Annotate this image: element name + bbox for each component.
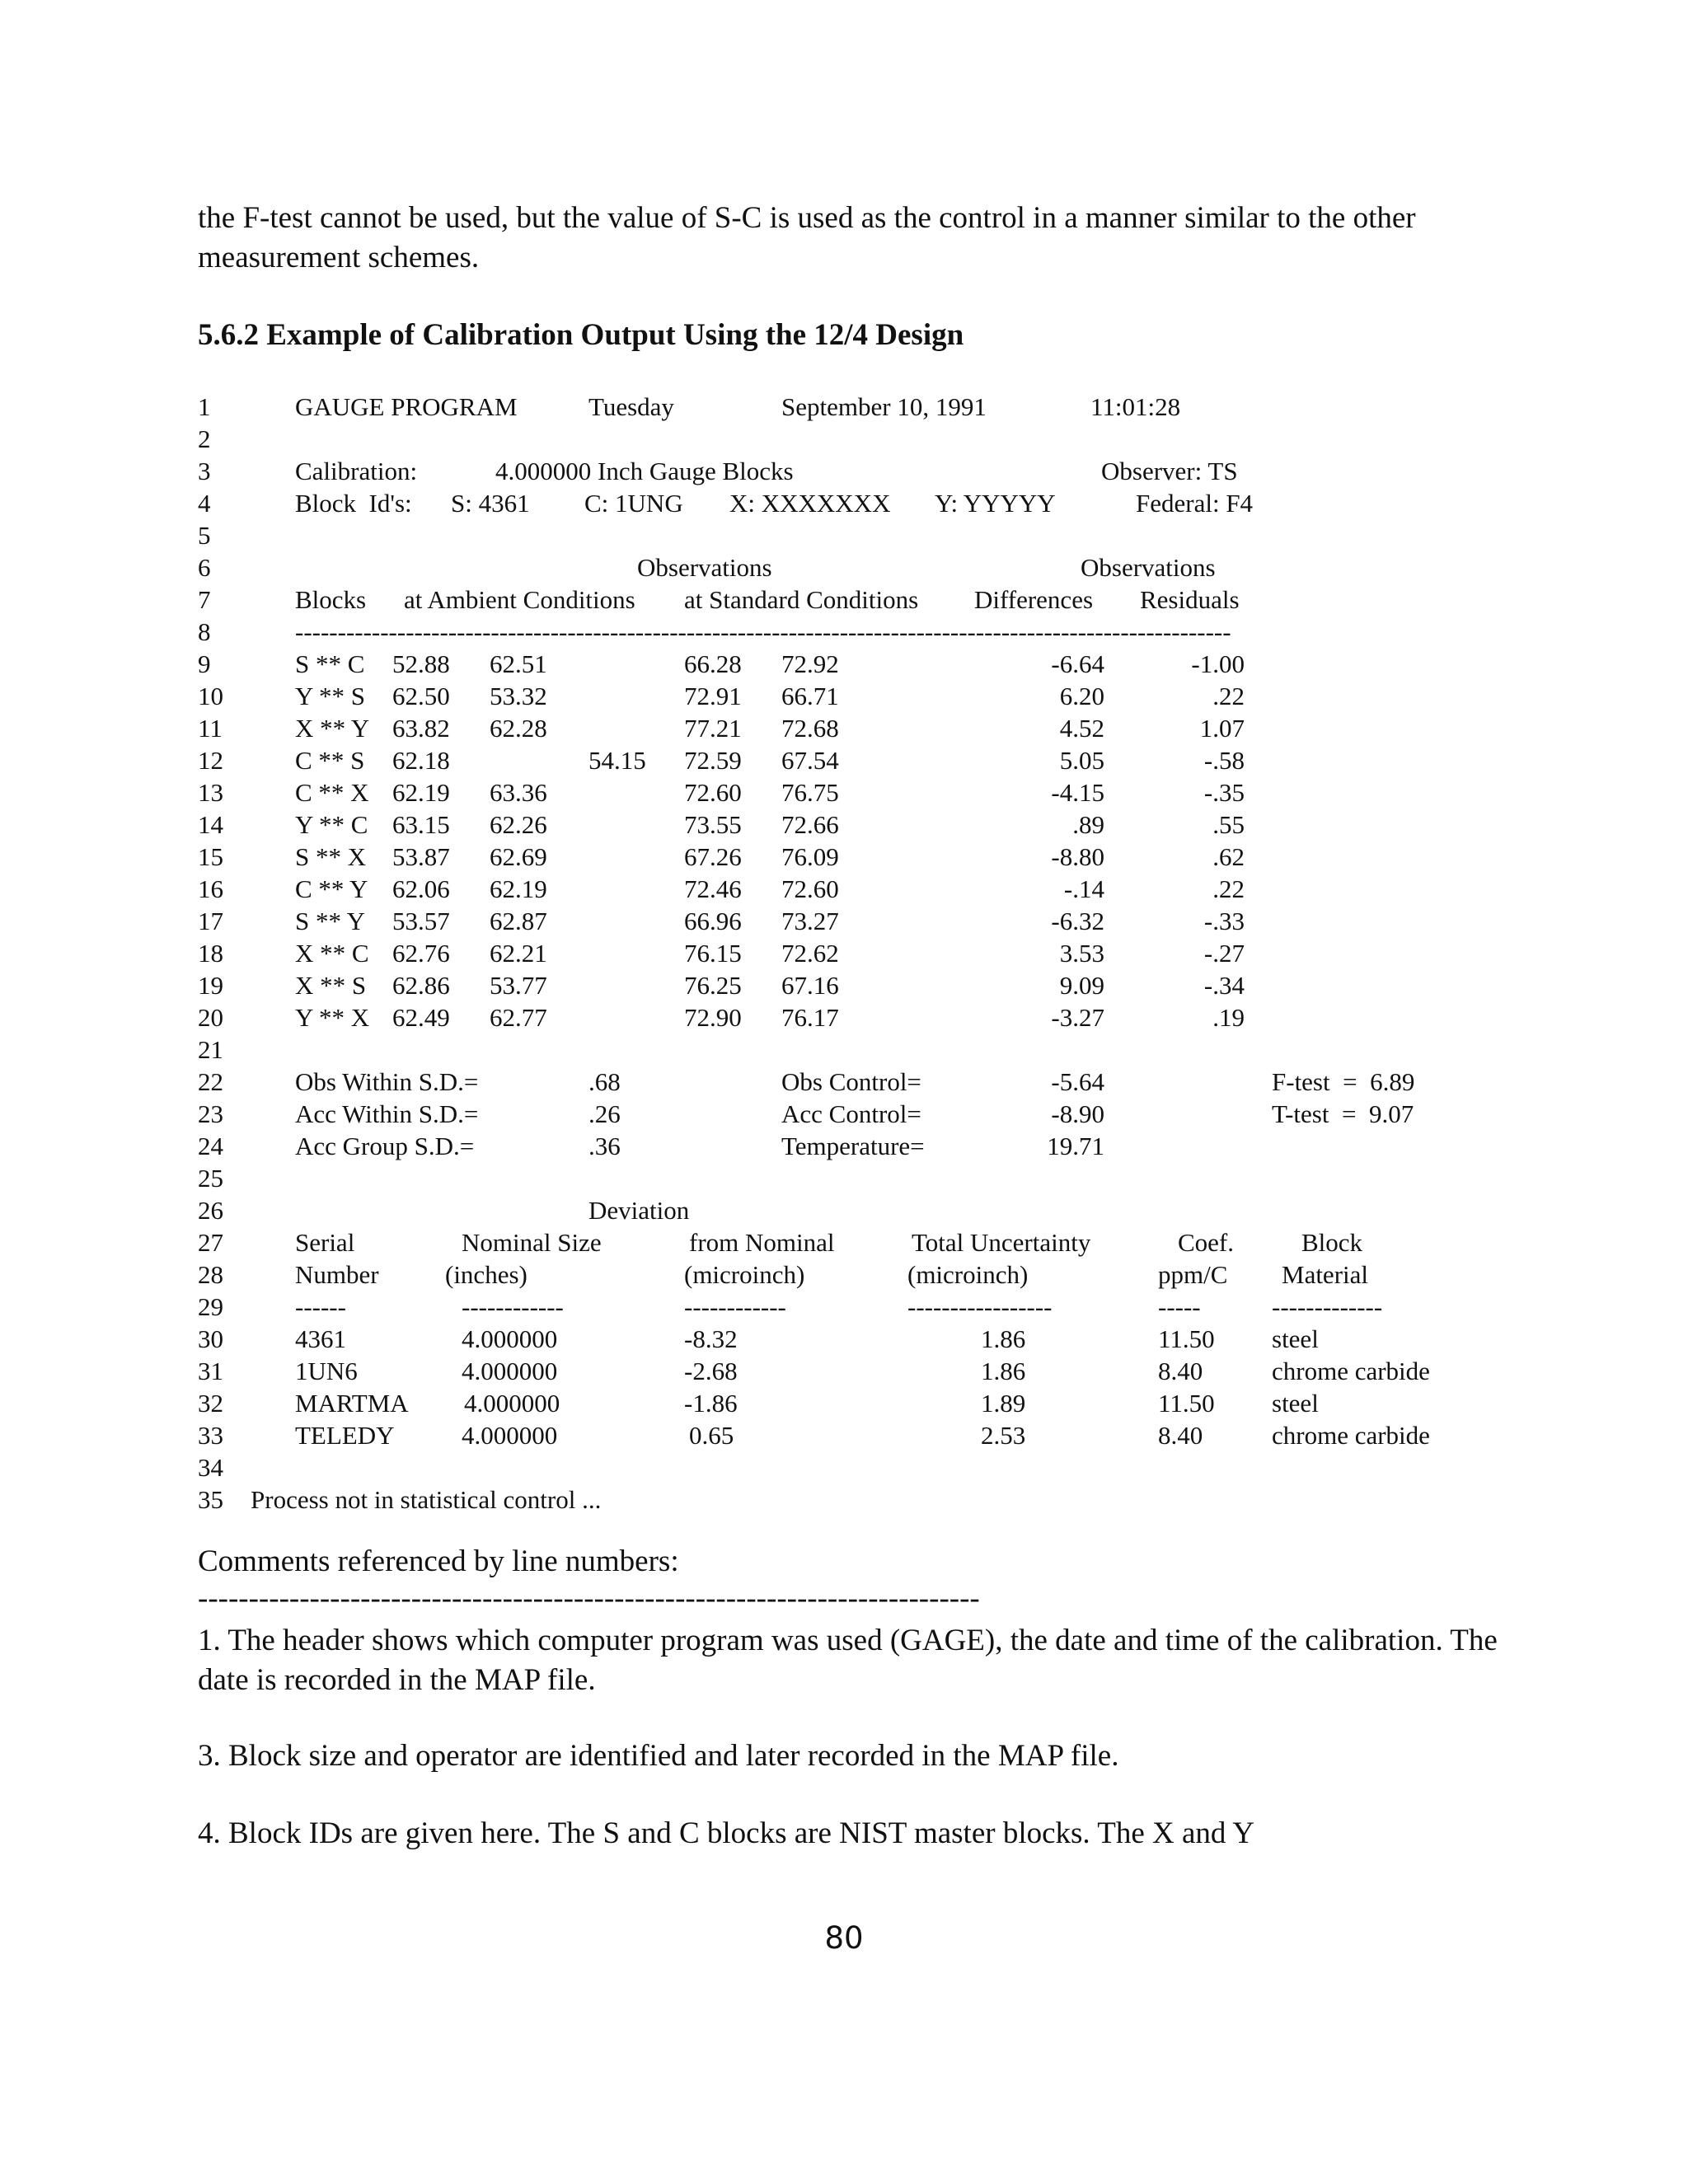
separator-uncertainty: ----------------- [907,1292,1053,1321]
line-number: 7 [198,585,211,614]
difference: -6.32 [1051,907,1104,935]
listing-line-25 [198,1162,1517,1194]
ambient-2: 53.32 [490,682,547,710]
standard-2: 66.71 [781,682,839,710]
block-id-c: C: 1UNG [584,489,683,518]
line-number: 29 [198,1292,223,1321]
deviation: -8.32 [684,1324,738,1353]
line-number: 25 [198,1164,223,1193]
comments-rule: ----------------------------------------------------------------------------- [198,1582,980,1615]
listing-line-4 [198,487,1517,519]
ambient-1: 63.15 [392,810,450,839]
date: September 10, 1991 [781,392,987,421]
block-pair: C ** Y [295,874,368,903]
obs-control-value: -5.64 [1051,1067,1104,1096]
line-number: 6 [198,553,211,582]
ambient-1: 62.50 [392,682,450,710]
line-number: 20 [198,1003,223,1032]
standard-1: 72.91 [684,682,742,710]
acc-within-sd-label: Acc Within S.D.= [295,1099,479,1128]
serial-number: TELEDY [295,1421,395,1450]
block-header: Block [1301,1228,1363,1257]
observation-row [198,648,1517,680]
calibration-value: 4.000000 Inch Gauge Blocks [495,457,794,485]
block-material: chrome carbide [1272,1357,1430,1385]
inches-header: (inches) [445,1260,528,1289]
residual: 1.07 [1199,714,1245,743]
serial-number: 4361 [295,1324,346,1353]
total-uncertainty-header: Total Uncertainty [912,1228,1091,1257]
residuals-header: Residuals [1140,585,1240,614]
ambient-2: 62.69 [490,842,547,871]
listing-line-34 [198,1451,1517,1483]
coefficient: 11.50 [1158,1389,1215,1418]
difference: -.14 [1063,874,1104,903]
standard-2: 72.66 [781,810,839,839]
standard-2: 76.17 [781,1003,839,1032]
separator-line: -------------------------------------------------------------------------------------------------------------- [295,617,1231,646]
deviation-header: Deviation [588,1196,690,1225]
difference: .89 [1072,810,1104,839]
observation-row [198,873,1517,905]
listing-line-28 [198,1258,1517,1291]
comment-item: 4. Block IDs are given here. The S and C blocks are NIST master blocks. The X and Y [198,1816,1255,1850]
residual: -1.00 [1191,649,1245,678]
standard-1: 72.60 [684,778,742,807]
difference: 6.20 [1059,682,1104,710]
line-number: 16 [198,874,223,903]
standard-2: 73.27 [781,907,839,935]
standard-1: 76.25 [684,971,742,1000]
line-number: 19 [198,971,223,1000]
observation-row [198,680,1517,712]
standard-2: 76.09 [781,842,839,871]
coefficient: 8.40 [1158,1421,1203,1450]
listing-line-8 [198,616,1517,648]
observation-row [198,776,1517,808]
listing-line-6 [198,551,1517,583]
block-pair: S ** Y [295,907,365,935]
ambient-1: 62.18 [392,746,450,775]
nominal-size: 4.000000 [462,1357,558,1385]
temperature-label: Temperature= [781,1132,925,1160]
ambient-2: 62.26 [490,810,547,839]
residual: -.27 [1203,939,1245,968]
standard-2: 76.75 [781,778,839,807]
observation-row [198,808,1517,841]
blocks-header: Blocks [295,585,367,614]
block-pair: Y ** S [295,682,365,710]
line-number: 32 [198,1389,223,1418]
line-number: 17 [198,907,223,935]
result-row [198,1387,1517,1419]
block-material: steel [1272,1389,1319,1418]
listing-line-7 [198,583,1517,616]
observation-row [198,841,1517,873]
calibration-output-listing [198,391,1517,1544]
ambient-1: 53.57 [392,907,450,935]
serial-header: Serial [295,1228,355,1257]
ambient-2: 62.87 [490,907,547,935]
result-row [198,1323,1517,1355]
observation-row [198,905,1517,937]
deviation: -2.68 [684,1357,738,1385]
line-number: 10 [198,682,223,710]
nominal-size: 4.000000 [462,1324,558,1353]
differences-header: Differences [974,585,1094,614]
block-pair: X ** S [295,971,367,1000]
standard-1: 72.90 [684,1003,742,1032]
line-number: 14 [198,810,223,839]
block-id-federal: Federal: F4 [1136,489,1254,518]
line-number: 24 [198,1132,223,1160]
coef-header: Coef. [1178,1228,1235,1257]
line-number: 12 [198,746,223,775]
residual: .22 [1212,682,1245,710]
line-number: 2 [198,424,211,453]
obs-within-sd-value: .68 [588,1067,621,1096]
deviation: 0.65 [689,1421,734,1450]
observations-header-1: Observations [637,553,772,582]
ppmc-header: ppm/C [1158,1260,1228,1289]
listing-line-3 [198,455,1517,487]
obs-within-sd-label: Obs Within S.D.= [295,1067,479,1096]
deviation: -1.86 [684,1389,738,1418]
section-heading: 5.6.2 Example of Calibration Output Using the 12/4 Design [198,318,964,352]
ambient-2: 53.77 [490,971,547,1000]
from-nominal-header: from Nominal [689,1228,835,1257]
coefficient: 11.50 [1158,1324,1215,1353]
block-pair: S ** C [295,649,365,678]
standard-1: 76.15 [684,939,742,968]
standard-1: 72.46 [684,874,742,903]
residual: -.35 [1203,778,1245,807]
difference: 3.53 [1059,939,1104,968]
line-number: 21 [198,1035,223,1064]
observation-row [198,937,1517,969]
difference: 4.52 [1059,714,1104,743]
listing-line-1 [198,391,1517,423]
line-number: 15 [198,842,223,871]
standard-1: 66.96 [684,907,742,935]
nominal-size: 4.000000 [464,1389,560,1418]
listing-line-2 [198,423,1517,455]
standard-2: 72.68 [781,714,839,743]
standard-1: 73.55 [684,810,742,839]
standard-1: 67.26 [684,842,742,871]
listing-line-26 [198,1194,1517,1226]
acc-group-sd-label: Acc Group S.D.= [295,1132,475,1160]
nominal-size: 4.000000 [462,1421,558,1450]
observer: Observer: TS [1101,457,1238,485]
standard-1: 66.28 [684,649,742,678]
difference: 9.09 [1059,971,1104,1000]
listing-line-22 [198,1066,1517,1098]
line-number: 34 [198,1453,223,1482]
line-number: 31 [198,1357,223,1385]
observations-header-2: Observations [1081,553,1216,582]
block-pair: X ** C [295,939,369,968]
ambient-1: 52.88 [392,649,450,678]
line-number: 1 [198,392,211,421]
microinch-header-1: (microinch) [684,1260,805,1289]
separator-nominal: ------------ [462,1292,564,1321]
line-number: 26 [198,1196,223,1225]
coefficient: 8.40 [1158,1357,1203,1385]
total-uncertainty: 1.86 [981,1324,1026,1353]
block-material: steel [1272,1324,1319,1353]
acc-within-sd-value: .26 [588,1099,621,1128]
block-pair: C ** X [295,778,369,807]
listing-line-27 [198,1226,1517,1258]
observation-row [198,712,1517,744]
calibration-label: Calibration: [295,457,418,485]
block-pair: X ** Y [295,714,370,743]
line-number: 4 [198,489,211,518]
result-row [198,1355,1517,1387]
total-uncertainty: 1.86 [981,1357,1026,1385]
block-material: chrome carbide [1272,1421,1430,1450]
listing-line-21 [198,1033,1517,1066]
f-test: F-test = 6.89 [1272,1067,1415,1096]
block-id-s: S: 4361 [451,489,530,518]
line-number: 11 [198,714,223,743]
line-number: 8 [198,617,211,646]
listing-line-5 [198,519,1517,551]
listing-line-29 [198,1291,1517,1323]
status-message: Process not in statistical control ... [251,1485,602,1514]
ambient-1: 63.82 [392,714,450,743]
ambient-2: 62.51 [490,649,547,678]
block-pair: Y ** X [295,1003,370,1032]
t-test: T-test = 9.07 [1272,1099,1414,1128]
ambient-1: 62.76 [392,939,450,968]
standard-2: 67.54 [781,746,839,775]
ambient-header: at Ambient Conditions [404,585,635,614]
residual: .62 [1212,842,1245,871]
line-number: 23 [198,1099,223,1128]
block-pair: Y ** C [295,810,368,839]
separator-coef: ----- [1158,1292,1201,1321]
ambient-2: 62.28 [490,714,547,743]
line-number: 35 [198,1485,223,1514]
ambient-2: 62.77 [490,1003,547,1032]
standard-2: 72.92 [781,649,839,678]
temperature-value: 19.71 [1047,1132,1104,1160]
result-row [198,1419,1517,1451]
standard-1: 77.21 [684,714,742,743]
line-number: 13 [198,778,223,807]
observation-row [198,1001,1517,1033]
comment-item: 3. Block size and operator are identified and later recorded in the MAP file. [198,1739,1119,1773]
comment-item: 1. The header shows which computer program was used (GAGE), the date and time of the calibration. The date is recorded in the MAP file. [198,1624,1498,1697]
separator-deviation: ------------ [684,1292,786,1321]
serial-number: MARTMA [295,1389,409,1418]
acc-control-label: Acc Control= [781,1099,921,1128]
residual: .55 [1212,810,1245,839]
line-number: 3 [198,457,211,485]
ambient-1: 62.49 [392,1003,450,1032]
residual: -.33 [1203,907,1245,935]
standard-1: 72.59 [684,746,742,775]
ambient-1: 53.87 [392,842,450,871]
observation-row [198,744,1517,776]
serial-number: 1UN6 [295,1357,358,1385]
separator-serial: ------ [295,1292,346,1321]
comments-heading: Comments referenced by line numbers: [198,1544,679,1578]
ambient-1: 62.19 [392,778,450,807]
difference: -4.15 [1051,778,1104,807]
total-uncertainty: 2.53 [981,1421,1026,1450]
time: 11:01:28 [1090,392,1181,421]
difference: -6.64 [1051,649,1104,678]
difference: 5.05 [1059,746,1104,775]
ambient-2: 62.19 [490,874,547,903]
line-number: 5 [198,521,211,550]
acc-control-value: -8.90 [1051,1099,1104,1128]
ambient-3: 54.15 [588,746,646,775]
standard-2: 72.60 [781,874,839,903]
ambient-2: 63.36 [490,778,547,807]
line-number: 9 [198,649,211,678]
line-number: 28 [198,1260,223,1289]
line-number: 18 [198,939,223,968]
day: Tuesday [588,392,674,421]
total-uncertainty: 1.89 [981,1389,1026,1418]
block-pair: C ** S [295,746,365,775]
standard-header: at Standard Conditions [684,585,919,614]
residual: -.34 [1203,971,1245,1000]
standard-2: 72.62 [781,939,839,968]
obs-control-label: Obs Control= [781,1067,921,1096]
residual: -.58 [1203,746,1245,775]
residual: .19 [1212,1003,1245,1032]
page-number: 80 [824,1920,864,1956]
listing-line-24 [198,1130,1517,1162]
listing-line-35 [198,1483,1517,1516]
residual: .22 [1212,874,1245,903]
ambient-1: 62.06 [392,874,450,903]
block-id-y: Y: YYYYY [935,489,1056,518]
nominal-size-header: Nominal Size [462,1228,602,1257]
line-number: 30 [198,1324,223,1353]
block-ids-label: Block Id's: [295,489,412,518]
line-number: 27 [198,1228,223,1257]
difference: -3.27 [1051,1003,1104,1032]
block-id-x: X: XXXXXXX [729,489,891,518]
separator-material: ------------- [1272,1292,1383,1321]
microinch-header-2: (microinch) [907,1260,1029,1289]
acc-group-sd-value: .36 [588,1132,621,1160]
standard-2: 67.16 [781,971,839,1000]
line-number: 33 [198,1421,223,1450]
intro-paragraph: the F-test cannot be used, but the value of S-C is used as the control in a manner similar to the other measurement schemes. [198,201,1416,274]
material-header: Material [1282,1260,1369,1289]
program-name: GAUGE PROGRAM [295,392,518,421]
observation-row [198,969,1517,1001]
block-pair: S ** X [295,842,367,871]
listing-line-23 [198,1098,1517,1130]
ambient-1: 62.86 [392,971,450,1000]
ambient-2: 62.21 [490,939,547,968]
number-header: Number [295,1260,379,1289]
line-number: 22 [198,1067,223,1096]
difference: -8.80 [1051,842,1104,871]
